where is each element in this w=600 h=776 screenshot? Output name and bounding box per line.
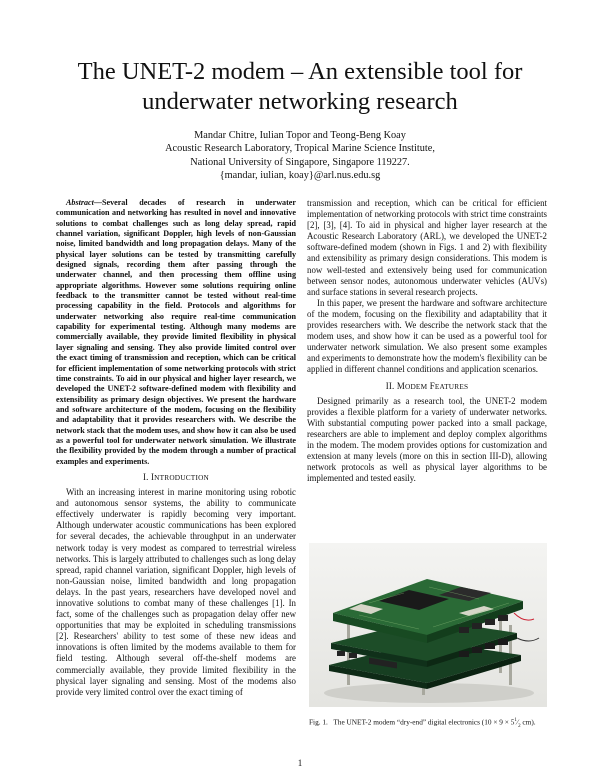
right-column bbox=[307, 198, 547, 484]
section-heading-modem-features bbox=[307, 381, 547, 392]
figure-label: Fig. 1. bbox=[309, 717, 328, 727]
modem-electronics-illustration bbox=[309, 543, 547, 707]
figure-caption-text: The UNET-2 modem “dry-end” digital electronics (10 × 9 × 5 bbox=[333, 717, 515, 727]
section-heading-introduction bbox=[56, 472, 296, 483]
title-line-2: underwater networking research bbox=[142, 88, 458, 115]
abstract-text: —Several decades of research in underwater communication and networking has resulted in novel and innovative solutions to combat challenges such as long delay spread, rapid channel variation, significant Doppler, high levels of non-Gaussian noise, limited bandwidth and long propagation delays. Many of the physical layer solutions can be tested by transmitting carefully designed signals, recording them after passing through the underwater channel, and then processing them offline using appropriate algorithms. However some solutions requiring online feedback to the transmitter cannot be tested without real-time processing capability in the field. Protocols and algorithms for underwater networking also require real-time communication capability for experimental testing. Although many modems are commercially available, they provide limited flexibility in physical layer signaling and sensing. They also provide limited control over the exact timing of transmission and reception, which can be critical for efficient implementation of some networking protocols with strict time constraints. To aid in our physical and higher layer research, we developed the UNET-2 software-defined modem with flexibility and extensibility as primary design objectives. We present the hardware and software architecture of the modem, focusing on the flexibility and adaptability that it provides researchers with. We describe the network stack that the modem uses, and show how it can also be used as a powerful tool for underwater network simulation. We illustrate the flexibility provided by the modem through a number of practical examples and experiments. bbox=[56, 198, 296, 466]
section-title-rest: ODEM bbox=[404, 381, 428, 391]
section-title-rest: NTRODUCTION bbox=[154, 472, 210, 482]
section-initial: I bbox=[150, 471, 155, 482]
figure-1-caption: Fig. 1. The UNET-2 modem “dry-end” digital electronics ($10 \times 9 \times 5^1⁄_2$ cm). bbox=[309, 717, 536, 729]
section-title-rest: EATURES bbox=[434, 381, 469, 391]
page-number: 1 bbox=[297, 758, 303, 768]
title-line-1: The UNET-2 modem – An extensible tool for bbox=[77, 58, 523, 85]
abstract bbox=[56, 198, 296, 467]
affiliation-line-1: Acoustic Research Laboratory, Tropical Marine Science Institute, bbox=[165, 143, 435, 155]
intro-paragraph-continued: transmission and reception, which can be critical for efficient implementation of networking protocols with strict time constraints [2], [3], [4]. To aid in physical and higher layer research at the Acoustic Research Laboratory (ARL), we developed the UNET-2 software-defined modem (shown in Figs. 1 and 2) with flexibility and extensibility as primary design considerations. This modem is now well-tested and extensively being used for communication between sensor nodes, autonomous underwater vehicles (AUVs) and surface stations in several research projects. bbox=[307, 198, 547, 297]
section-numeral: II. bbox=[385, 380, 395, 391]
fraction-denominator: 2 bbox=[518, 723, 521, 729]
figure-caption-unit: cm). bbox=[520, 717, 536, 727]
section-initial: F bbox=[429, 380, 435, 391]
author-names: Mandar Chitre, Iulian Topor and Teong-Beng Koay bbox=[194, 130, 406, 141]
affiliation-line-2: National University of Singapore, Singapore 119227. bbox=[190, 156, 410, 168]
intro-paragraph: With an increasing interest in marine monitoring using robotic and autonomous sensor systems, the ability to communicate effectively underwater is rapidly becoming very important. Although underwater acoustic communications has been explored for several decades, the achievable throughput in an underwater network today is very modest as compared to terrestrial wireless networks. This is largely attributed to challenges such as long delay spread, rapid channel variation, significant Doppler, high levels of non-Gaussian noise, limited bandwidth and long propagation delays. In the past years, researchers have developed novel and innovative solutions to combat many of these challenges [1]. In fact, some of the challenges such as propagation delay offer new opportunities that may be exploited in scheduling transmissions [2]. Researchers' ability to test some of these new ideas and innovations is often limited by the modems available to them for field testing. Although several off-the-shelf modems are commercially available, they provide limited flexibility in the physical layer signaling and sensing. Most of the modems also provide very limited control over the exact timing of bbox=[56, 487, 296, 697]
paper-title bbox=[40, 57, 560, 117]
left-column bbox=[56, 198, 296, 698]
figure-modem-photo bbox=[309, 543, 547, 707]
intro-paragraph-2: In this paper, we present the hardware and software architecture of the modem, focusing on the flexibility and adaptability that it provides researchers with. We describe the network stack that the modem uses, and show how it can be used as a powerful tool for underwater network simulation. We also present some examples and experiments to demonstrate how the modem's flexibility can be applied in different channel conditions and application scenarios. bbox=[307, 297, 547, 375]
section-initial: M bbox=[396, 380, 405, 391]
author-block bbox=[40, 129, 560, 182]
fraction-numerator: 1 bbox=[514, 718, 517, 723]
modem-features-paragraph: Designed primarily as a research tool, the UNET-2 modem provides a flexible platform for a variety of underwater networks. With substantial computing power packed into a small package, researchers are able to implement and deploy complex algorithms in the modem. The modem provides options for customization and extension at many levels (more on this in section III-D), allowing network protocols as well as physical layer algorithms to be implemented and tested easily. bbox=[307, 395, 547, 484]
section-numeral: I. bbox=[142, 471, 149, 482]
abstract-label: Abstract bbox=[66, 198, 94, 207]
author-email: {mandar, iulian, koay}@arl.nus.edu.sg bbox=[219, 169, 381, 181]
